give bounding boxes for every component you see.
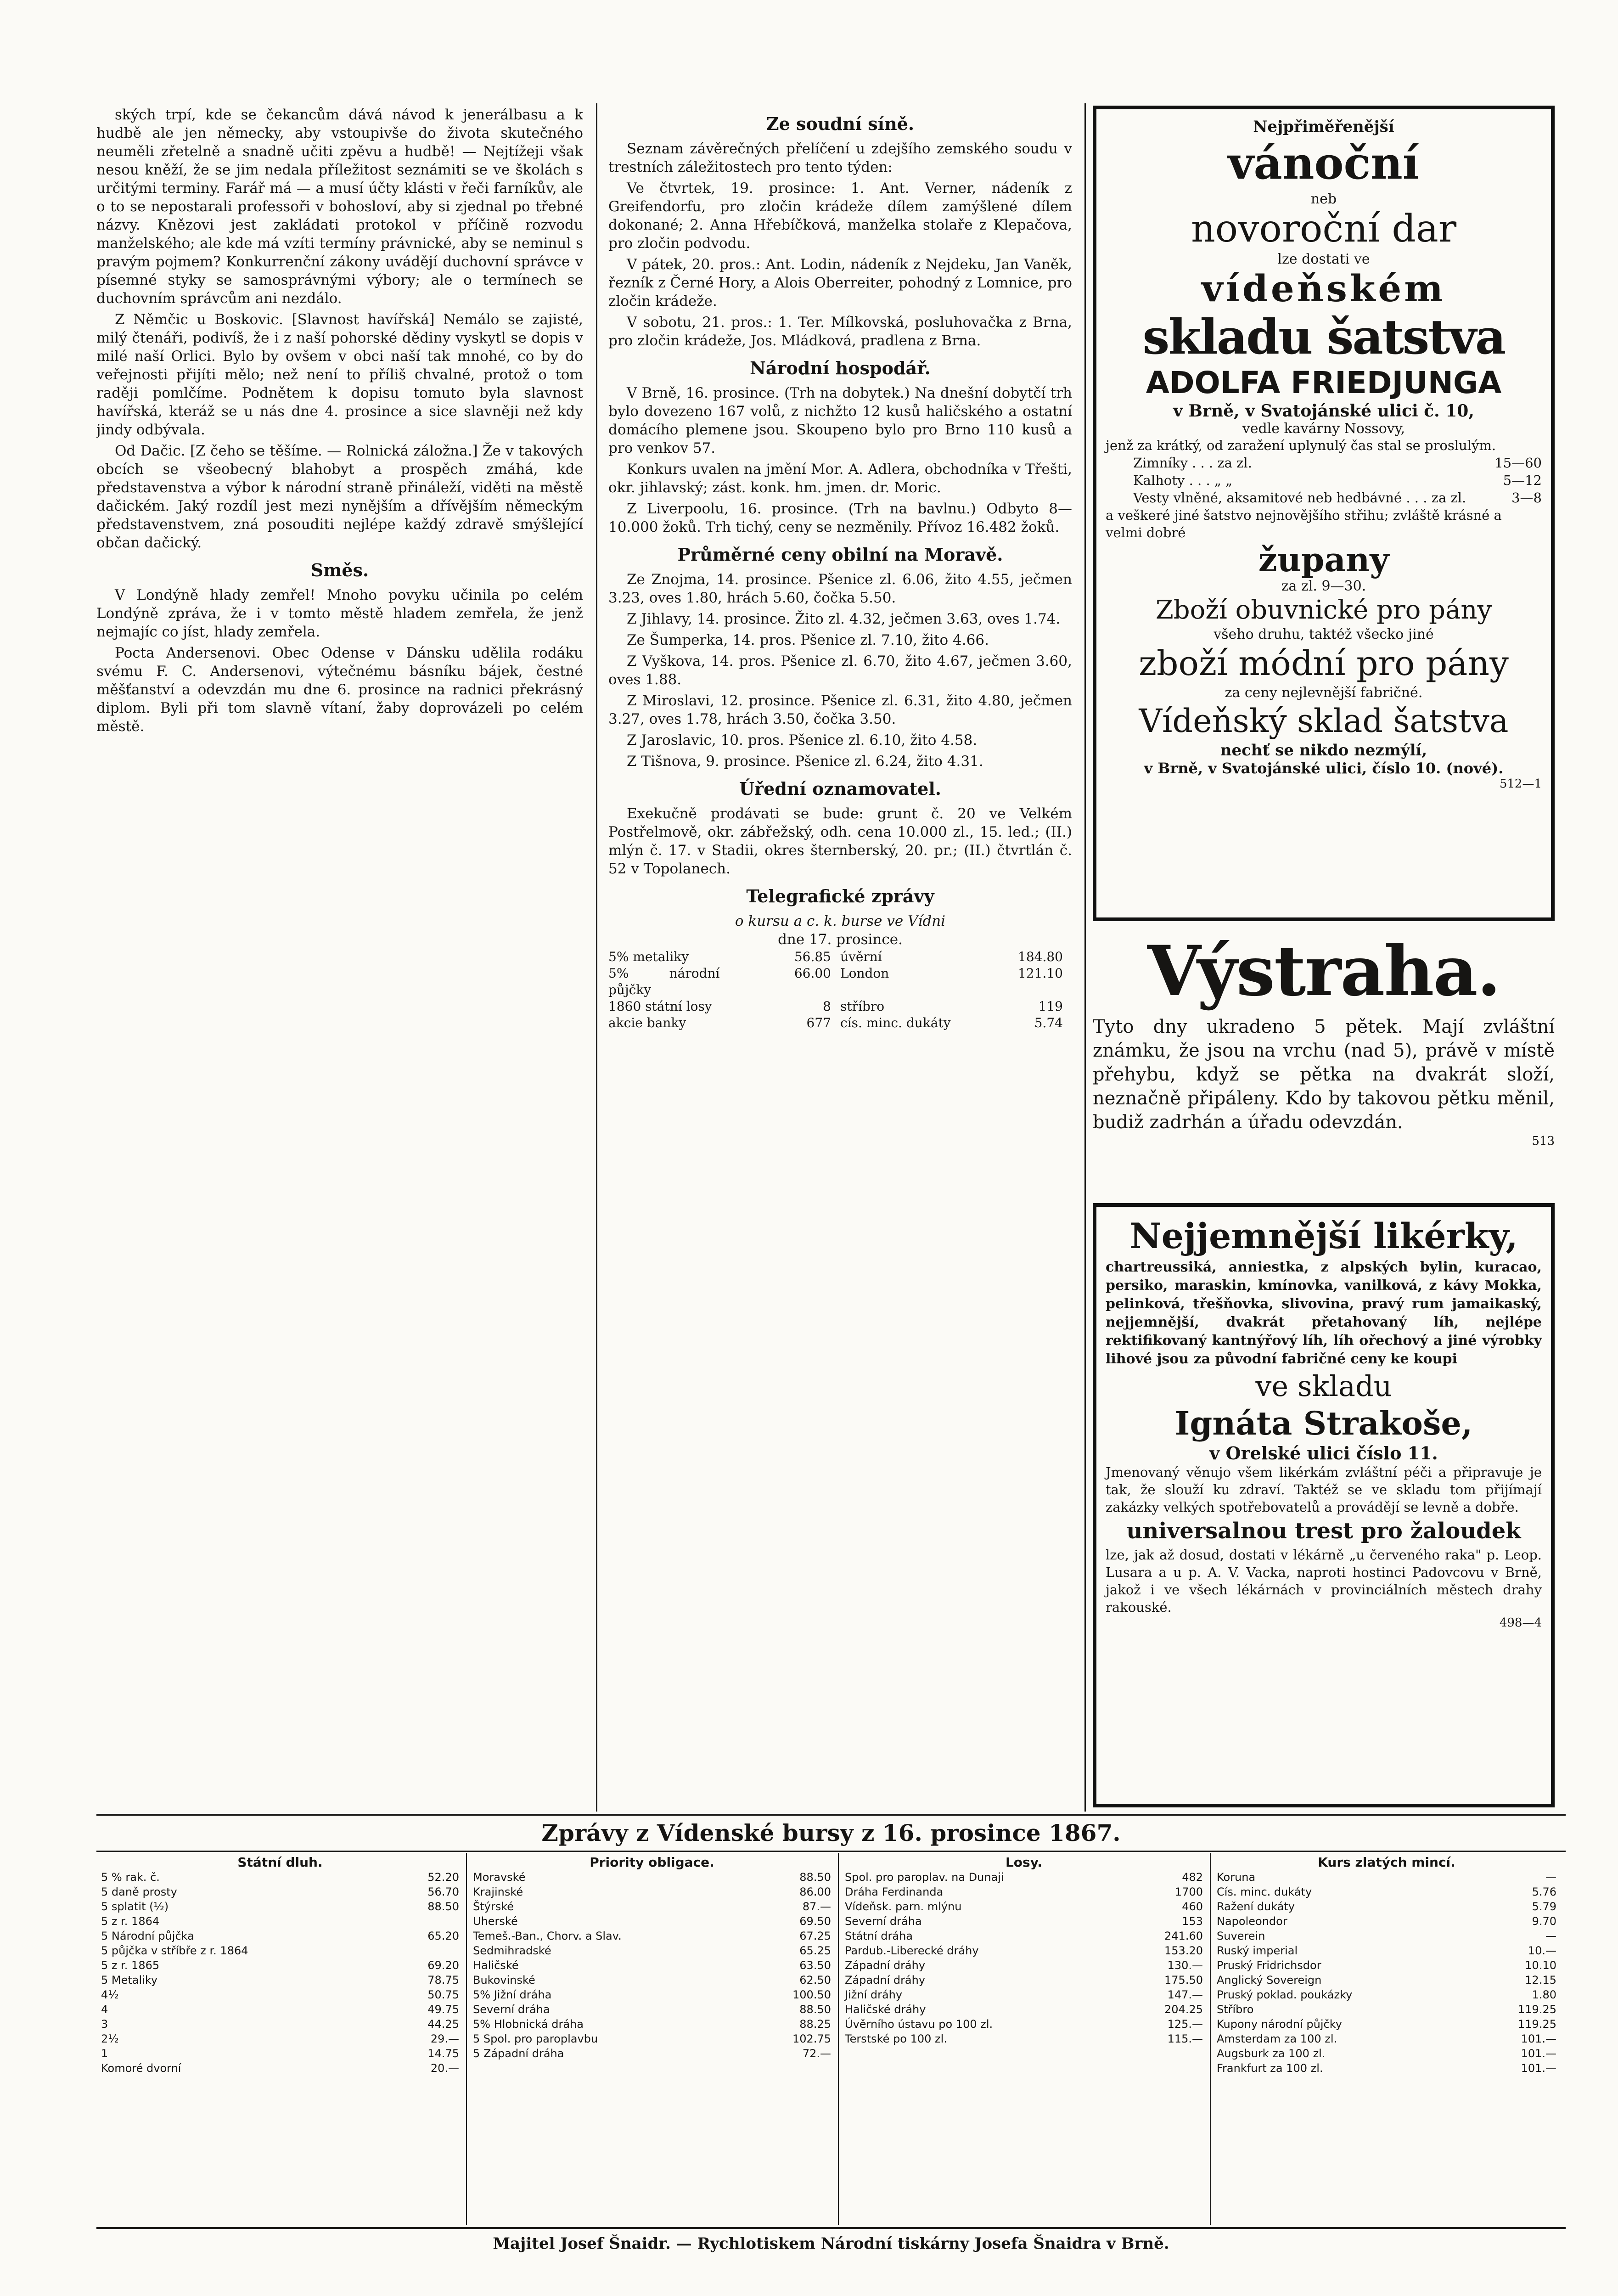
- section-title-official: Úřední oznamovatel.: [739, 778, 942, 799]
- bourse-label: 4: [101, 2003, 108, 2016]
- bourse-label: Koruna: [1217, 1871, 1256, 1884]
- bourse-value: 1700: [1174, 1885, 1203, 1898]
- news-item: Pocta Andersenovi. Obec Odense v Dánsku udělila rodáku svému F. C. Andersenovi, výtečnému básníku bájek, čestné měšťanství a odevzdán mu dne 6. prosince na radnici překrásný diplom. Byli při tom slavně vítaní, žaby doprovázeli po celém městě.: [96, 645, 583, 735]
- bourse-row: [845, 1885, 1203, 1899]
- bourse-row: [473, 2032, 831, 2046]
- bourse-value: 10.10: [1525, 1959, 1556, 1972]
- bourse-row: [845, 1943, 1203, 1958]
- bourse-label: Temeš.-Ban., Chorv. a Slav.: [473, 1930, 622, 1942]
- ad-headline: vánoční: [1228, 137, 1420, 189]
- bourse-row: [101, 1870, 459, 1885]
- bourse-label: Amsterdam za 100 zl.: [1217, 2032, 1337, 2045]
- bourse-row: [845, 1958, 1203, 1973]
- bourse-value: 50.75: [427, 1988, 459, 2001]
- bourse-label: Haličské: [473, 1959, 519, 1972]
- telegraph-cell: London: [840, 966, 889, 981]
- ad-text: lze, jak až dosud, dostati v lékárně „u červeného raka" p. Leop. Lusara a u p. A. V. Vacka, naproti hostinci Padovcovu v Brně, jakož i ve všech lékárnách v provinciálních městech drahy rakouské.: [1106, 1547, 1542, 1615]
- ad-headline: Zboží obuvnické pro pány: [1155, 595, 1492, 625]
- telegraph-cell: cís. minc. dukáty: [840, 1015, 951, 1030]
- bourse-row: [473, 1929, 831, 1943]
- ad-line: vedle kavárny Nossovy,: [1242, 421, 1405, 437]
- bourse-row: [845, 2017, 1203, 2032]
- bourse-row: [473, 1914, 831, 1929]
- bourse-row: [473, 2002, 831, 2017]
- grain-item: Ze Znojma, 14. prosince. Pšenice zl. 6.06, žito 4.55, ječmen 3.23, oves 1.80, hrách 5.60, čočka 5.50.: [608, 571, 1072, 606]
- footer-imprint: Majitel Josef Šnaidr. — Rychlotiskem Národní tiskárny Josefa Šnaidra v Brně.: [493, 2234, 1169, 2253]
- telegraph-cell: 1860 státní losy: [608, 999, 712, 1014]
- bourse-heading: Kurs zlatých mincí.: [1318, 1855, 1455, 1870]
- bourse-label: Terstské po 100 zl.: [845, 2032, 947, 2045]
- price-item: Kalhoty . . . „ „: [1133, 473, 1233, 488]
- ad-headline: skladu šatstva: [1142, 309, 1505, 365]
- bourse-row: [1217, 1899, 1556, 1914]
- telegraph-row: [608, 998, 1072, 1015]
- bourse-label: Frankfurt za 100 zl.: [1217, 2062, 1323, 2075]
- bourse-label: Úvěrního ústavu po 100 zl.: [845, 2018, 993, 2031]
- bourse-heading: Priority obligace.: [590, 1855, 714, 1870]
- bourse-value: 12.15: [1525, 1974, 1556, 1986]
- court-item: V pátek, 20. pros.: Ant. Lodin, nádeník z Nejdeku, Jan Vaněk, řezník z Černé Hory, a Alois Oberreiter, pohodný z Lomnice, pro zločin krádeže.: [608, 256, 1072, 310]
- telegraph-cell: 56.85: [794, 949, 831, 964]
- bourse-label: Státní dráha: [845, 1930, 913, 1942]
- bourse-row: [1217, 1870, 1556, 1885]
- bourse-value: 67.25: [799, 1930, 831, 1942]
- bourse-label: 5% Hlobnická dráha: [473, 2018, 584, 2031]
- bourse-value: 125.—: [1167, 2018, 1203, 2031]
- ad-warning: [1093, 931, 1555, 1194]
- bourse-value: 119.25: [1518, 2003, 1556, 2016]
- bourse-label: 5 % rak. č.: [101, 1871, 160, 1884]
- court-intro: Seznam závěrečných přelíčení u zdejšího zemského soudu v trestních záležitostech pro tento týden:: [608, 141, 1072, 175]
- bourse-value: 102.75: [792, 2032, 831, 2045]
- bourse-row: [845, 1987, 1203, 2002]
- bourse-row: [1217, 2032, 1556, 2046]
- bourse-label: Pruský Fridrichsdor: [1217, 1959, 1321, 1972]
- telegraph-cell: stříbro: [840, 999, 885, 1014]
- bourse-value: 56.70: [427, 1885, 459, 1898]
- ad-clothing-store: [1093, 106, 1555, 921]
- bourse-value: 88.50: [799, 2003, 831, 2016]
- bourse-table-coins: [1217, 1855, 1556, 2076]
- bourse-value: 44.25: [427, 2018, 459, 2031]
- bourse-value: 175.50: [1164, 1974, 1203, 1986]
- telegraph-row: [608, 1015, 1072, 1031]
- bourse-label: Severní dráha: [845, 1915, 922, 1928]
- bourse-label: Pardub.-Liberecké dráhy: [845, 1944, 979, 1957]
- grain-item: Z Vyškova, 14. pros. Pšenice zl. 6.70, žito 4.67, ječmen 3.60, oves 1.88.: [608, 653, 1072, 688]
- bourse-value: 65.25: [799, 1944, 831, 1957]
- bourse-row: [101, 1929, 459, 1943]
- bourse-row: [1217, 2002, 1556, 2017]
- price-item: Vesty vlněné, aksamitové neb hedbávné . . . za zl.: [1133, 490, 1466, 506]
- bourse-value: 101.—: [1521, 2032, 1556, 2045]
- bourse-value: 5.76: [1532, 1885, 1556, 1898]
- court-item: Ve čtvrtek, 19. prosince: 1. Ant. Verner, nádeník z Greifendorfu, pro zločin krádeže dílem zamýšlené dílem dokonané; 2. Anna Hřebíčková, manželka stolaře z Klepačova, pro zločin podvodu.: [608, 180, 1072, 252]
- bourse-label: 5 půjčka v stříbře z r. 1864: [101, 1944, 248, 1957]
- bourse-value: 204.25: [1164, 2003, 1203, 2016]
- bourse-row: [1217, 1885, 1556, 1899]
- court-item: V sobotu, 21. pros.: 1. Ter. Mílkovská, posluhovačka z Brna, pro zločin krádeže, Jos. Mládková, pradlena z Brna.: [608, 314, 1072, 349]
- bourse-label: 5 Západní dráha: [473, 2047, 564, 2060]
- ad-line: za ceny nejlevnější fabričné.: [1225, 685, 1423, 701]
- bourse-table-lots: [845, 1855, 1203, 2046]
- bourse-value: 153.20: [1164, 1944, 1203, 1957]
- bourse-value: 482: [1182, 1871, 1203, 1884]
- middle-column: [608, 106, 1072, 1805]
- bourse-value: 86.00: [799, 1885, 831, 1898]
- bourse-row: [473, 1958, 831, 1973]
- bourse-heading: Státní dluh.: [237, 1855, 323, 1870]
- bourse-label: 1: [101, 2047, 108, 2060]
- bourse-row: [473, 1987, 831, 2002]
- bourse-row: [845, 1899, 1203, 1914]
- column-rule-2: [1084, 103, 1086, 1812]
- bourse-row: [1217, 2017, 1556, 2032]
- bourse-row: [473, 2017, 831, 2032]
- bourse-value: 72.—: [802, 2047, 831, 2060]
- ad-line: Nejpřiměřenější: [1253, 118, 1394, 136]
- bourse-heading: Losy.: [1005, 1855, 1043, 1870]
- telegraph-subtitle: o kursu a c. k. burse ve Vídni: [735, 913, 946, 929]
- telegraph-cell: 66.00: [794, 966, 831, 981]
- ad-headline: zboží módní pro pány: [1139, 644, 1509, 683]
- bourse-row: [1217, 1943, 1556, 1958]
- bourse-label: Štýrské: [473, 1900, 514, 1913]
- bourse-value: 101.—: [1521, 2062, 1556, 2075]
- bourse-label: Ražení dukáty: [1217, 1900, 1295, 1913]
- bourse-value: 63.50: [799, 1959, 831, 1972]
- ad-line: ve skladu: [1255, 1369, 1392, 1403]
- bourse-label: 5% Jižní dráha: [473, 1988, 552, 2001]
- news-item: V Londýně hlady zemřel! Mnoho povyku učinila po celém Londýně zpráva, že i v tomto městě hladem zemřela, že jenž nejmajíc co jíst, hlady zemřela.: [96, 587, 583, 640]
- price-row: [1133, 472, 1542, 489]
- bourse-value: 29.—: [430, 2032, 459, 2045]
- bourse-row: [101, 1943, 459, 1958]
- bourse-col-rule: [466, 1853, 467, 2225]
- ad-line: jenž za krátký, od zaražení uplynulý čas stal se proslulým.: [1106, 438, 1496, 453]
- bourse-row: [101, 2017, 459, 2032]
- bourse-row: [101, 2046, 459, 2061]
- ad-headline: vídeňském: [1202, 267, 1446, 310]
- section-title-grain: Průměrné ceny obilní na Moravě.: [677, 544, 1003, 565]
- bourse-label: Uherské: [473, 1915, 518, 1928]
- ad-liqueurs: [1093, 1203, 1555, 1807]
- bourse-value: 101.—: [1521, 2047, 1556, 2060]
- economy-item: Konkurs uvalen na jmění Mor. A. Adlera, obchodníka v Třešti, okr. jihlavský; zást. konk. hm. jmen. dr. Moric.: [608, 461, 1072, 496]
- bourse-label: Komoré dvorní: [101, 2062, 181, 2075]
- bourse-row: [845, 2002, 1203, 2017]
- bourse-row: [101, 2061, 459, 2076]
- bourse-row: [101, 1987, 459, 2002]
- price-row: [1133, 489, 1542, 506]
- bourse-value: 49.75: [427, 2003, 459, 2016]
- bourse-label: Pruský poklad. poukázky: [1217, 1988, 1353, 2001]
- bourse-label: Dráha Ferdinanda: [845, 1885, 944, 1898]
- ad-line: všeho druhu, taktéž všecko jiné: [1214, 626, 1434, 642]
- bourse-label: 5 splatit (½): [101, 1900, 169, 1913]
- bourse-label: Spol. pro paroplav. na Dunaji: [845, 1871, 1004, 1884]
- bourse-value: 65.20: [427, 1930, 459, 1942]
- bourse-label: Západní dráhy: [845, 1974, 926, 1986]
- bourse-label: Krajinské: [473, 1885, 523, 1898]
- grain-item: Z Miroslavi, 12. prosince. Pšenice zl. 6.31, žito 4.80, ječmen 3.27, oves 1.78, hrách 3.50, čočka 3.50.: [608, 692, 1072, 727]
- price-item: Zimníky . . . za zl.: [1133, 455, 1252, 471]
- bourse-row: [473, 1943, 831, 1958]
- left-column: [96, 106, 583, 1805]
- grain-item: Ze Šumperka, 14. pros. Pšenice zl. 7.10, žito 4.66.: [627, 632, 989, 648]
- bourse-label: Ruský imperial: [1217, 1944, 1298, 1957]
- bourse-value: —: [1545, 1871, 1556, 1884]
- bourse-row: [101, 1899, 459, 1914]
- bourse-label: Stříbro: [1217, 2003, 1254, 2016]
- bourse-title: Zprávy z Vídenské bursy z 16. prosince 1867.: [541, 1819, 1121, 1846]
- bourse-row: [101, 1914, 459, 1929]
- ad-headline: župany: [1258, 540, 1389, 579]
- ad-line: a veškeré jiné šatstvo nejnovějšího střihu; zvláště krásné a velmi dobré: [1106, 507, 1502, 540]
- bourse-label: 5 z r. 1864: [101, 1915, 160, 1928]
- bourse-row: [1217, 1929, 1556, 1943]
- telegraph-cell: 5.74: [1034, 1015, 1063, 1030]
- telegraph-cell: 8: [823, 999, 831, 1014]
- bourse-label: Moravské: [473, 1871, 526, 1884]
- grain-item: Z Jaroslavic, 10. pros. Pšenice zl. 6.10, žito 4.58.: [627, 732, 978, 748]
- bourse-value: 460: [1182, 1900, 1203, 1913]
- bourse-label: 5 Spol. pro paroplavbu: [473, 2032, 598, 2045]
- bourse-row: [473, 2046, 831, 2061]
- bourse-label: Suverein: [1217, 1930, 1265, 1942]
- ad-number: 498—4: [1499, 1616, 1542, 1630]
- economy-item: V Brně, 16. prosince. (Trh na dobytek.) Na dnešní dobytčí trh bylo dovezeno 167 volů, z nichžto 12 kusů haličského a ostatní domácího plemene jsou. Skoupeno bylo pro Brno 110 kusů a pro venkov 57.: [608, 385, 1072, 456]
- bourse-label: Vídeňsk. parn. mlýnu: [845, 1900, 962, 1913]
- ad-line: neb: [1310, 191, 1337, 207]
- bourse-value: 52.20: [427, 1871, 459, 1884]
- bourse-label: Napoleondor: [1217, 1915, 1287, 1928]
- ad-headline: Vídeňský sklad šatstva: [1139, 702, 1509, 740]
- telegraph-row: [608, 965, 1072, 998]
- bourse-row: [1217, 1914, 1556, 1929]
- telegraph-cell: 5% metaliky: [608, 949, 689, 964]
- ad-headline: novoroční dar: [1191, 207, 1457, 251]
- telegraph-cell: 119: [1038, 999, 1063, 1014]
- bourse-label: 2½: [101, 2032, 119, 2045]
- ad-headline: universalnou trest pro žaloudek: [1126, 1518, 1521, 1544]
- telegraph-cell: úvěrní: [840, 949, 882, 964]
- ad-line: lze dostati ve: [1277, 251, 1370, 267]
- footer-rule: [96, 2227, 1566, 2229]
- bourse-row: [101, 1973, 459, 1987]
- price-value: 15—60: [1494, 455, 1542, 471]
- bourse-value: 88.50: [427, 1900, 459, 1913]
- bourse-value: 78.75: [427, 1974, 459, 1986]
- bourse-row: [845, 2032, 1203, 2046]
- bourse-table-obligations: [473, 1855, 831, 2061]
- telegraph-cell: 184.80: [1018, 949, 1063, 964]
- bourse-label: 4½: [101, 1988, 119, 2001]
- bourse-row: [473, 1973, 831, 1987]
- ad-price-list: [1133, 454, 1542, 506]
- article-paragraph: Z Němčic u Boskovic. [Slavnost havířská] Nemálo se zajisté, milý čtenáři, podivíš, že i z naší pohorské dědiny vyskytl se dopis v milé naší Orlici. Bylo by ovšem v obci naší tak mnohé, co by do veřejnosti přijíti mělo; než není to příliš chvalné, protož o tom raději pomlčíme. Podnětem k dopisu tomuto byla slavnost havířská, kteráž se u nás dne 4. prosince a sice slavněji než kdy jindy odbývala.: [96, 311, 583, 438]
- section-title-court: Ze soudní síně.: [766, 113, 915, 134]
- bourse-value: 241.60: [1164, 1930, 1203, 1942]
- bourse-label: Západní dráhy: [845, 1959, 926, 1972]
- telegraph-date: dne 17. prosince.: [778, 931, 903, 948]
- warning-title: Výstraha.: [1147, 931, 1500, 1012]
- telegraph-table: [608, 949, 1072, 1031]
- section-title-telegraph: Telegrafické zprávy: [746, 886, 934, 906]
- bourse-label: Sedmihradské: [473, 1944, 551, 1957]
- bourse-label: Bukovinské: [473, 1974, 535, 1986]
- bourse-title-rule: [96, 1851, 1566, 1852]
- bourse-row: [845, 1870, 1203, 1885]
- grain-item: Z Jihlavy, 14. prosince. Žito zl. 4.32, ječmen 3.63, oves 1.74.: [627, 611, 1061, 627]
- bourse-label: Cís. minc. dukáty: [1217, 1885, 1312, 1898]
- ad-address: v Brně, v Svatojánské ulici, číslo 10. (nové).: [1144, 760, 1504, 777]
- bourse-row: [473, 1885, 831, 1899]
- bourse-value: 87.—: [802, 1900, 831, 1913]
- price-row: [1133, 454, 1542, 472]
- bourse-value: 69.20: [427, 1959, 459, 1972]
- price-value: 3—8: [1511, 490, 1542, 506]
- bourse-value: 62.50: [799, 1974, 831, 1986]
- ad-company-name: ADOLFA FRIEDJUNGA: [1146, 365, 1502, 400]
- bourse-row: [101, 1958, 459, 1973]
- bourse-row: [845, 1929, 1203, 1943]
- economy-item: Z Liverpoolu, 16. prosince. (Trh na bavlnu.) Odbyto 8—10.000 žoků. Trh tichý, ceny se nezměnily. Přívoz 16.482 žoků.: [608, 501, 1072, 535]
- bourse-table-state-debt: [101, 1855, 459, 2076]
- bourse-value: 1.80: [1532, 1988, 1556, 2001]
- bourse-row: [473, 1870, 831, 1885]
- bourse-value: 88.25: [799, 2018, 831, 2031]
- bourse-value: 115.—: [1167, 2032, 1203, 2045]
- bourse-row: [1217, 1958, 1556, 1973]
- bourse-label: Kupony národní půjčky: [1217, 2018, 1342, 2031]
- section-title-economy: Národní hospodář.: [750, 358, 931, 378]
- bourse-value: 147.—: [1167, 1988, 1203, 2001]
- telegraph-cell: akcie banky: [608, 1015, 686, 1030]
- ad-line: nechť se nikdo nezmýlí,: [1220, 741, 1427, 760]
- article-paragraph: Od Dačic. [Z čeho se těšíme. — Rolnická záložna.] Že v takových obcích se všeobecný blahobyt a prospěch zmáhá, kde představenstva a výbor k národní straně přináleží, viděti na městě dačickém. Jaký rozdíl jest mezi nynějším a dřívějším německým představenstvem, zná posouditi nejlépe každý zdravě smýšlející občan dačický.: [96, 443, 583, 551]
- ad-line: za zl. 9—30.: [1281, 578, 1366, 594]
- bourse-value: 14.75: [427, 2047, 459, 2060]
- grain-item: Z Tišnova, 9. prosince. Pšenice zl. 6.24, žito 4.31.: [627, 753, 983, 770]
- bourse-label: Jižní dráhy: [845, 1988, 903, 2001]
- bourse-row: [1217, 2046, 1556, 2061]
- ad-number: 513: [1532, 1134, 1555, 1148]
- bourse-row: [845, 1914, 1203, 1929]
- telegraph-cell: 677: [806, 1015, 831, 1030]
- telegraph-cell: 5% národní půjčky: [608, 966, 720, 997]
- bourse-value: 153: [1182, 1915, 1203, 1928]
- section-title-news: Směs.: [310, 560, 369, 580]
- bourse-label: 5 daně prosty: [101, 1885, 177, 1898]
- ad-text: chartreussiká, anniestka, z alpských bylin, kuracao, persiko, maraskin, kmínovka, vanilková, z kávy Mokka, pelinková, třešňovka, slivovina, pravý rum jamaikaský, nejjemnější, dvakrát přetahovaný líh, nejlépe rektifikovaný kantnýřový líh, líh ořechový a jiné výrobky lihové jsou za původní fabričné ceny ke koupi: [1106, 1259, 1542, 1367]
- bourse-label: Augsburk za 100 zl.: [1217, 2047, 1326, 2060]
- bourse-value: 130.—: [1167, 1959, 1203, 1972]
- bourse-top-rule: [96, 1814, 1566, 1816]
- ad-address: v Orelské ulici číslo 11.: [1209, 1443, 1438, 1463]
- bourse-row: [1217, 1973, 1556, 1987]
- bourse-row: [473, 1899, 831, 1914]
- warning-text: Tyto dny ukradeno 5 pětek. Mají zvláštní známku, že jsou na vrchu (nad 5), právě v místě přehybu, když se pětka na dvakrát složí, neznačně připáleny. Kdo by takovou pětku měnil, budiž zadrhán a úřadu odevzdán.: [1093, 1016, 1555, 1133]
- bourse-row: [101, 1885, 459, 1899]
- ad-text: Jmenovaný věnujo všem likérkám zvláštní péči a připravuje je tak, že slouží ku zdraví. Taktéž se ve skladu tom přijímají zakázky velkých spotřebovatelů a provádějí se levně a dobře.: [1106, 1464, 1542, 1515]
- bourse-label: 3: [101, 2018, 108, 2031]
- bourse-col-rule: [838, 1853, 839, 2225]
- bourse-value: 5.79: [1532, 1900, 1556, 1913]
- ad-company-name: Ignáta Strakoše,: [1174, 1404, 1473, 1442]
- bourse-label: 5 z r. 1865: [101, 1959, 160, 1972]
- bourse-value: 119.25: [1518, 2018, 1556, 2031]
- bourse-value: 20.—: [430, 2062, 459, 2075]
- bourse-value: 88.50: [799, 1871, 831, 1884]
- bourse-row: [101, 2032, 459, 2046]
- bourse-col-rule: [1210, 1853, 1211, 2225]
- bourse-label: 5 Metaliky: [101, 1974, 158, 1986]
- ad-address: v Brně, v Svatojánské ulici č. 10,: [1173, 401, 1474, 421]
- bourse-row: [101, 2002, 459, 2017]
- column-rule-1: [596, 103, 597, 1812]
- telegraph-row: [608, 949, 1072, 965]
- ad-headline: Nejjemnější likérky,: [1129, 1216, 1518, 1256]
- bourse-value: 100.50: [792, 1988, 831, 2001]
- bourse-value: —: [1545, 1930, 1556, 1942]
- bourse-label: Haličské dráhy: [845, 2003, 926, 2016]
- price-value: 5—12: [1503, 473, 1542, 488]
- bourse-value: 9.70: [1532, 1915, 1556, 1928]
- bourse-label: 5 Národní půjčka: [101, 1930, 194, 1942]
- official-item: Exekučně prodávati se bude: grunt č. 20 ve Velkém Postřelmově, okr. zábřežský, odh. cena 10.000 zl., 15. led.; (II.) mlýn č. 17. v Stadii, okres šternberský, 20. pr.; (II.) čtvrtlán č. 52 v Topolanech.: [608, 805, 1072, 877]
- ad-number: 512—1: [1499, 777, 1542, 791]
- telegraph-cell: 121.10: [1018, 966, 1063, 981]
- bourse-value: 69.50: [799, 1915, 831, 1928]
- article-paragraph: ských trpí, kde se čekancům dává návod k jenerálbasu a k hudbě ale jen německy, aby vstoupivše do života skutečného neuměli zřetelně a snadně učiti zpěvu a hudbě! — Nejtížeji však nesou kněží, že se jim nedala příležitost seznámiti se ve školách s určitými terminy. Farář má — a musí účty klásti v řeči farníkův, ale o to se nepostarali professoři v bohosloví, aby si zjednal po třebné názvy. Knězovi jest zakládati protokol v příčině rozvodu manželského; ale kde má vzíti termíny právnické, aby se neminul s pravým pojmem? Konkurrenční zákony uvádějí duchovní správce v písemné styky se samosprávnými výbory; ale o termínech se duchovním správcům ani nezdálo.: [96, 107, 583, 307]
- bourse-row: [1217, 2061, 1556, 2076]
- bourse-value: 10.—: [1528, 1944, 1556, 1957]
- bourse-row: [845, 1973, 1203, 1987]
- bourse-row: [1217, 1987, 1556, 2002]
- bourse-label: Anglický Sovereign: [1217, 1974, 1322, 1986]
- bourse-label: Severní dráha: [473, 2003, 550, 2016]
